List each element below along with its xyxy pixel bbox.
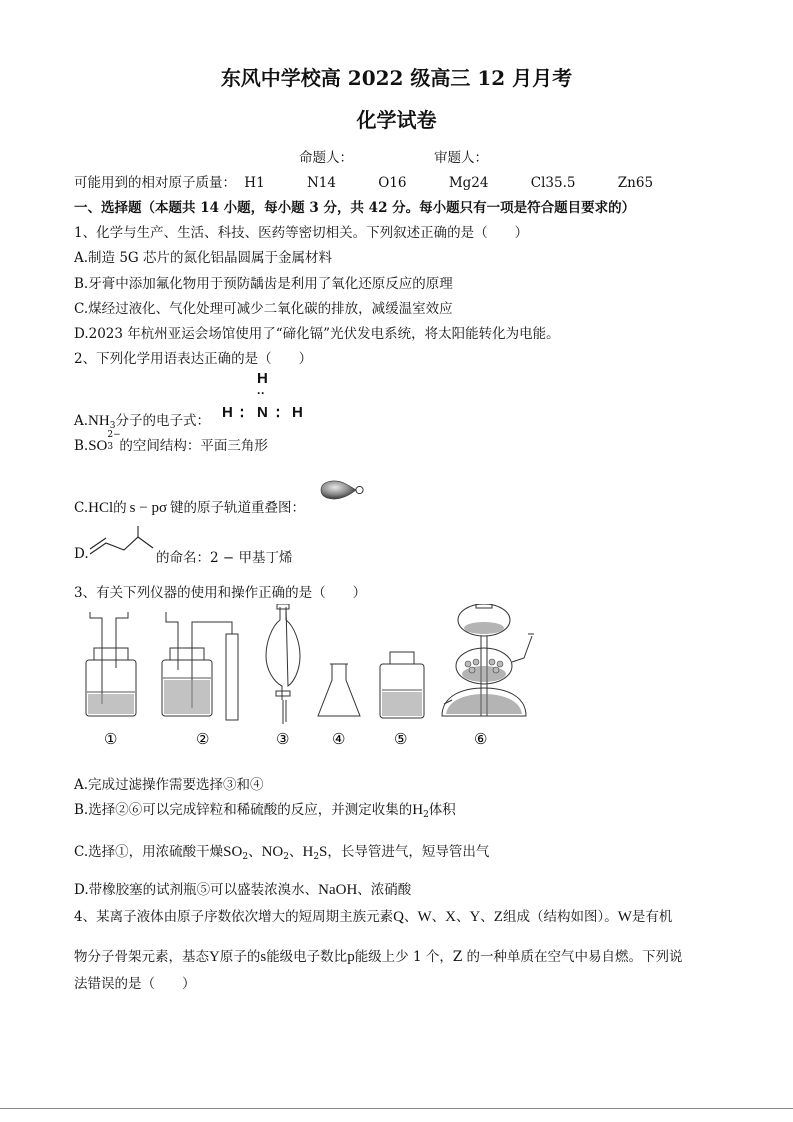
- q4-line2-post: 能级上少 1 个，Z 的一种单质在空气中易自燃。下列说: [354, 949, 683, 965]
- q4-line-3: 法错误的是（ ）: [74, 976, 196, 992]
- label-apparatus-3: ③: [276, 730, 290, 748]
- element-y: Y: [469, 909, 481, 925]
- nh3-subscript: 3: [109, 421, 116, 431]
- label-apparatus-2: ②: [196, 730, 210, 748]
- q3-c-sep1: 、: [248, 844, 262, 860]
- element-y-2: Y: [209, 949, 220, 965]
- orbital-s: s: [260, 949, 267, 965]
- orbital-p: p: [347, 949, 355, 965]
- hcl-formula: HCl: [88, 500, 114, 516]
- q4-sep1: 、: [403, 909, 418, 925]
- q3-stem: 3、有关下列仪器的使用和操作正确的是（ ）: [74, 585, 367, 601]
- q4-line-1: [74, 905, 672, 926]
- q1-option-c: C.煤经过液化、气化处理可减少二氧化碳的排放，减缓温室效应: [74, 301, 453, 317]
- reviewer-label: 审题人：: [434, 150, 488, 166]
- q4-line-2: [74, 945, 683, 966]
- label-apparatus-5: ⑤: [394, 730, 408, 748]
- h2s-formula: H: [302, 844, 314, 860]
- lewis-h-left: H: [222, 404, 233, 421]
- q2-d-prefix: D.: [74, 546, 89, 562]
- mass-zn: Zn65: [617, 175, 654, 191]
- bond-type: s − pσ: [129, 500, 168, 516]
- q3-option-d: [74, 878, 411, 899]
- page-bottom-rule: [0, 1108, 793, 1109]
- q4-sep3: 、: [455, 909, 470, 925]
- q2-c-suffix: 键的原子轨道重叠图：: [170, 500, 306, 516]
- q3-option-a: A.完成过滤操作需要选择③和④: [74, 777, 264, 793]
- q2-a-prefix: A.: [74, 413, 89, 429]
- apparatus-1-liquid: [88, 694, 134, 714]
- q2-b-suffix: 的空间结构：平面三角形: [119, 438, 268, 454]
- q3-c-sep2: 、: [288, 844, 303, 860]
- mass-o: O16: [378, 175, 407, 191]
- element-w: W: [417, 909, 432, 925]
- orbital-overlap-figure: [318, 478, 366, 506]
- h2s-tail: S: [319, 844, 328, 860]
- q4-line2-mid2: 能级电子数比: [266, 949, 348, 965]
- q2-c-mid: 的: [113, 500, 127, 516]
- q4-line1-mid: 组成（结构如图）。: [502, 909, 618, 925]
- h2-formula: H: [412, 802, 424, 818]
- lewis-h-top: H: [257, 370, 268, 387]
- q3-option-c: [74, 840, 489, 862]
- atomic-mass-label: 可能用到的相对原子质量：: [74, 175, 236, 191]
- q4-sep4: 、: [480, 909, 494, 925]
- no2-formula: NO: [261, 844, 284, 860]
- so3-formula: SO: [88, 438, 108, 454]
- no2-subscript: 2: [283, 852, 289, 862]
- nh3-formula: NH: [88, 413, 110, 429]
- q3-b-pre: B.选择②⑥可以完成锌粒和稀硫酸的反应，并测定收集的: [74, 802, 413, 818]
- so3-charge: 2−: [107, 430, 121, 440]
- q1-stem: 1、化学与生产、生活、科技、医药等密切相关。下列叙述正确的是（ ）: [74, 225, 529, 241]
- apparatus-4-conical-flask: [318, 664, 360, 716]
- q3-option-b: [74, 798, 456, 820]
- setter-label: 命题人：: [299, 150, 353, 166]
- q1-option-b: B.牙膏中添加氟化物用于预防龋齿是利用了氧化还原反应的原理: [74, 276, 453, 292]
- lewis-colon-right: ∶: [276, 405, 280, 422]
- label-apparatus-6: ⑥: [474, 730, 488, 748]
- q3-b-post: 体积: [428, 802, 456, 818]
- q2-d-suffix-line: [156, 546, 292, 566]
- h2s-subscript: 2: [313, 852, 320, 862]
- q3-d-pre: D.带橡胶塞的试剂瓶⑤可以盛装浓溴水、: [74, 882, 319, 898]
- q2-option-c: [74, 496, 305, 517]
- exam-subtitle: 化学试卷: [356, 108, 437, 132]
- lewis-dots-top: ··: [257, 386, 265, 400]
- so3-subscript: 3: [107, 442, 114, 452]
- lewis-n: N: [257, 404, 268, 421]
- atomic-mass-line: [74, 171, 653, 191]
- mass-mg: Mg24: [448, 175, 489, 191]
- exam-title: 东风中学校高 2022 级高三 12 月月考: [220, 66, 573, 90]
- label-apparatus-1: ①: [104, 730, 118, 748]
- h2-subscript: 2: [423, 810, 429, 820]
- apparatus-3-separatory-funnel: [266, 604, 300, 724]
- compound-name: 2 − 甲基丁烯: [210, 550, 293, 566]
- q1-option-a: A.制造 5G 芯片的氮化铝晶圆属于金属材料: [74, 250, 332, 266]
- q4-line1-post: 是有机: [631, 909, 673, 925]
- q2-option-a: [74, 409, 210, 431]
- q4-sep2: 、: [431, 909, 446, 925]
- element-w-2: W: [617, 909, 632, 925]
- section-heading: 一、选择题（本题共 14 小题，每小题 3 分，共 42 分。每小题只有一项是符合题目要求的）: [74, 200, 636, 216]
- naoh-formula: NaOH: [318, 882, 358, 898]
- q2-d-suffix: 的命名：: [156, 550, 210, 566]
- mass-cl: Cl35.5: [530, 175, 576, 191]
- q2-c-prefix: C.: [74, 500, 89, 516]
- so2-formula: SO: [223, 844, 243, 860]
- q1-option-d: D.2023 年杭州亚运会场馆使用了“碲化镉”光伏发电系统，将太阳能转化为电能。: [74, 326, 560, 342]
- q4-line2-mid1: 原子的: [219, 949, 261, 965]
- q2-a-suffix: 分子的电子式：: [115, 413, 210, 429]
- element-q: Q: [393, 909, 404, 925]
- so2-subscript: 2: [242, 852, 249, 862]
- lewis-colon-left: ∶: [240, 405, 244, 422]
- q2-stem: 2、下列化学用语表达正确的是（ ）: [74, 351, 313, 367]
- apparatus-figure: [84, 604, 534, 749]
- mass-h: H1: [244, 175, 265, 191]
- q4-line2-pre: 物分子骨架元素，基态: [74, 949, 209, 965]
- mass-n: N14: [306, 175, 336, 191]
- element-x: X: [445, 909, 456, 925]
- skeletal-formula-figure: [86, 526, 158, 560]
- label-apparatus-4: ④: [332, 730, 346, 748]
- lewis-h-right: H: [292, 404, 303, 421]
- q3-c-pre: C.选择①，用浓硫酸干燥: [74, 844, 224, 860]
- element-z: Z: [493, 909, 503, 925]
- q4-line1-pre: 4、某离子液体由原子序数依次增大的短周期主族元素: [74, 909, 394, 925]
- q3-c-post: ，长导管进气，短导管出气: [327, 844, 490, 860]
- q3-d-post: 、浓硝酸: [357, 882, 412, 898]
- q2-option-b: [74, 430, 268, 455]
- q2-b-prefix: B.: [74, 438, 89, 454]
